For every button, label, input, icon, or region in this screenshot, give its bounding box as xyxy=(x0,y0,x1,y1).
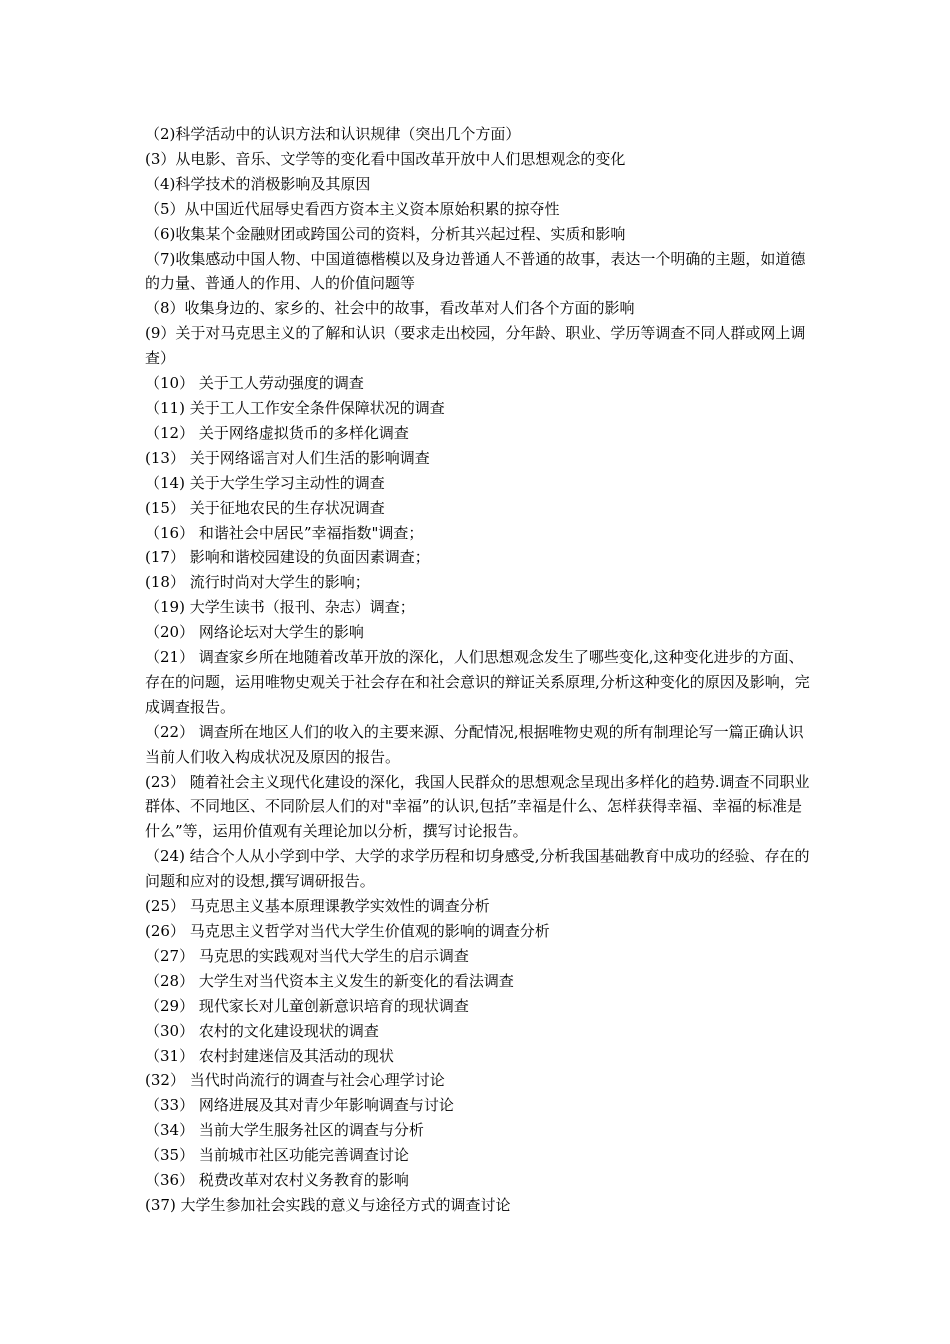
list-item: （24) 结合个人从小学到中学、大学的求学历程和切身感受,分析我国基础教育中成功的经验、存在的问题和应对的设想,撰写调研报告。 xyxy=(145,847,810,891)
list-item: (18） 流行时尚对大学生的影响； xyxy=(145,573,370,592)
list-item: （5）从中国近代屈辱史看西方资本主义资本原始积累的掠夺性 xyxy=(145,199,560,218)
topic-list xyxy=(145,122,815,1218)
list-item: （33） 网络进展及其对青少年影响调查与讨论 xyxy=(145,1096,454,1115)
list-item: (25） 马克思主义基本原理课教学实效性的调查分析 xyxy=(145,897,490,916)
list-item: （36） 税费改革对农村义务教育的影响 xyxy=(145,1171,409,1190)
list-item: （27） 马克思的实践观对当代大学生的启示调查 xyxy=(145,946,469,965)
list-item: （22） 调查所在地区人们的收入的主要来源、分配情况,根据唯物史观的所有制理论写一篇正确认识当前人们收入构成状况及原因的报告。 xyxy=(145,722,804,766)
list-item: （12） 关于网络虚拟货币的多样化调查 xyxy=(145,423,409,442)
list-item: (17） 影响和谐校园建设的负面因素调查； xyxy=(145,548,430,567)
list-item: （31） 农村封建迷信及其活动的现状 xyxy=(145,1046,394,1065)
list-item: （14) 关于大学生学习主动性的调查 xyxy=(145,473,385,492)
list-item: （10） 关于工人劳动强度的调查 xyxy=(145,374,364,393)
list-item: (23） 随着社会主义现代化建设的深化，我国人民群众的思想观念呈现出多样化的趋势.调查不同职业群体、不同地区、不同阶层人们的对"幸福”的认识,包括”幸福是什么、怎样获得幸福、幸福的标准是什么”等，运用价值观有关理论加以分析，撰写讨论报告。 xyxy=(145,772,810,841)
list-item: （6)收集某个金融财团或跨国公司的资料，分析其兴起过程、实质和影响 xyxy=(145,224,626,243)
list-item: （19) 大学生读书（报刊、杂志）调查； xyxy=(145,598,415,617)
list-item: （35） 当前城市社区功能完善调查讨论 xyxy=(145,1146,409,1165)
list-item: （2)科学活动中的认识方法和认识规律（突出几个方面） xyxy=(145,125,521,143)
list-item: （8）收集身边的、家乡的、社会中的故事，看改革对人们各个方面的影响 xyxy=(145,299,635,318)
list-item: （4)科学技术的消极影响及其原因 xyxy=(145,174,371,193)
list-item: （28） 大学生对当代资本主义发生的新变化的看法调查 xyxy=(145,971,514,990)
list-item: （29） 现代家长对儿童创新意识培育的现状调查 xyxy=(145,996,469,1015)
list-item: （34） 当前大学生服务社区的调查与分析 xyxy=(145,1121,424,1140)
list-item: (26） 马克思主义哲学对当代大学生价值观的影响的调查分析 xyxy=(145,922,550,940)
list-item: (3）从电影、音乐、文学等的变化看中国改革开放中人们思想观念的变化 xyxy=(145,149,626,168)
list-item: （20） 网络论坛对大学生的影响 xyxy=(145,623,364,642)
list-item: （21） 调查家乡所在地随着改革开放的深化，人们思想观念发生了哪些变化,这种变化进步的方面、存在的问题，运用唯物史观关于社会存在和社会意识的辩证关系原理,分析这种变化的原因及影响，完成调查报告。 xyxy=(145,648,810,716)
list-item: (37) 大学生参加社会实践的意义与途径方式的调查讨论 xyxy=(145,1195,511,1214)
list-item: （16） 和谐社会中居民”幸福指数"调查； xyxy=(145,523,424,542)
list-item: (15） 关于征地农民的生存状况调查 xyxy=(145,498,385,517)
list-item: (13） 关于网络谣言对人们生活的影响调查 xyxy=(145,448,430,467)
list-item: （30） 农村的文化建设现状的调查 xyxy=(145,1021,379,1040)
list-item: (32） 当代时尚流行的调查与社会心理学讨论 xyxy=(145,1071,445,1090)
list-item: （11) 关于工人工作安全条件保障状况的调查 xyxy=(145,398,445,417)
list-item: (9）关于对马克思主义的了解和认识（要求走出校园，分年龄、职业、学历等调查不同人群或网上调查） xyxy=(145,324,806,368)
list-item: （7)收集感动中国人物、中国道德楷模以及身边普通人不普通的故事，表达一个明确的主题，如道德的力量、普通人的作用、人的价值问题等 xyxy=(145,249,806,293)
